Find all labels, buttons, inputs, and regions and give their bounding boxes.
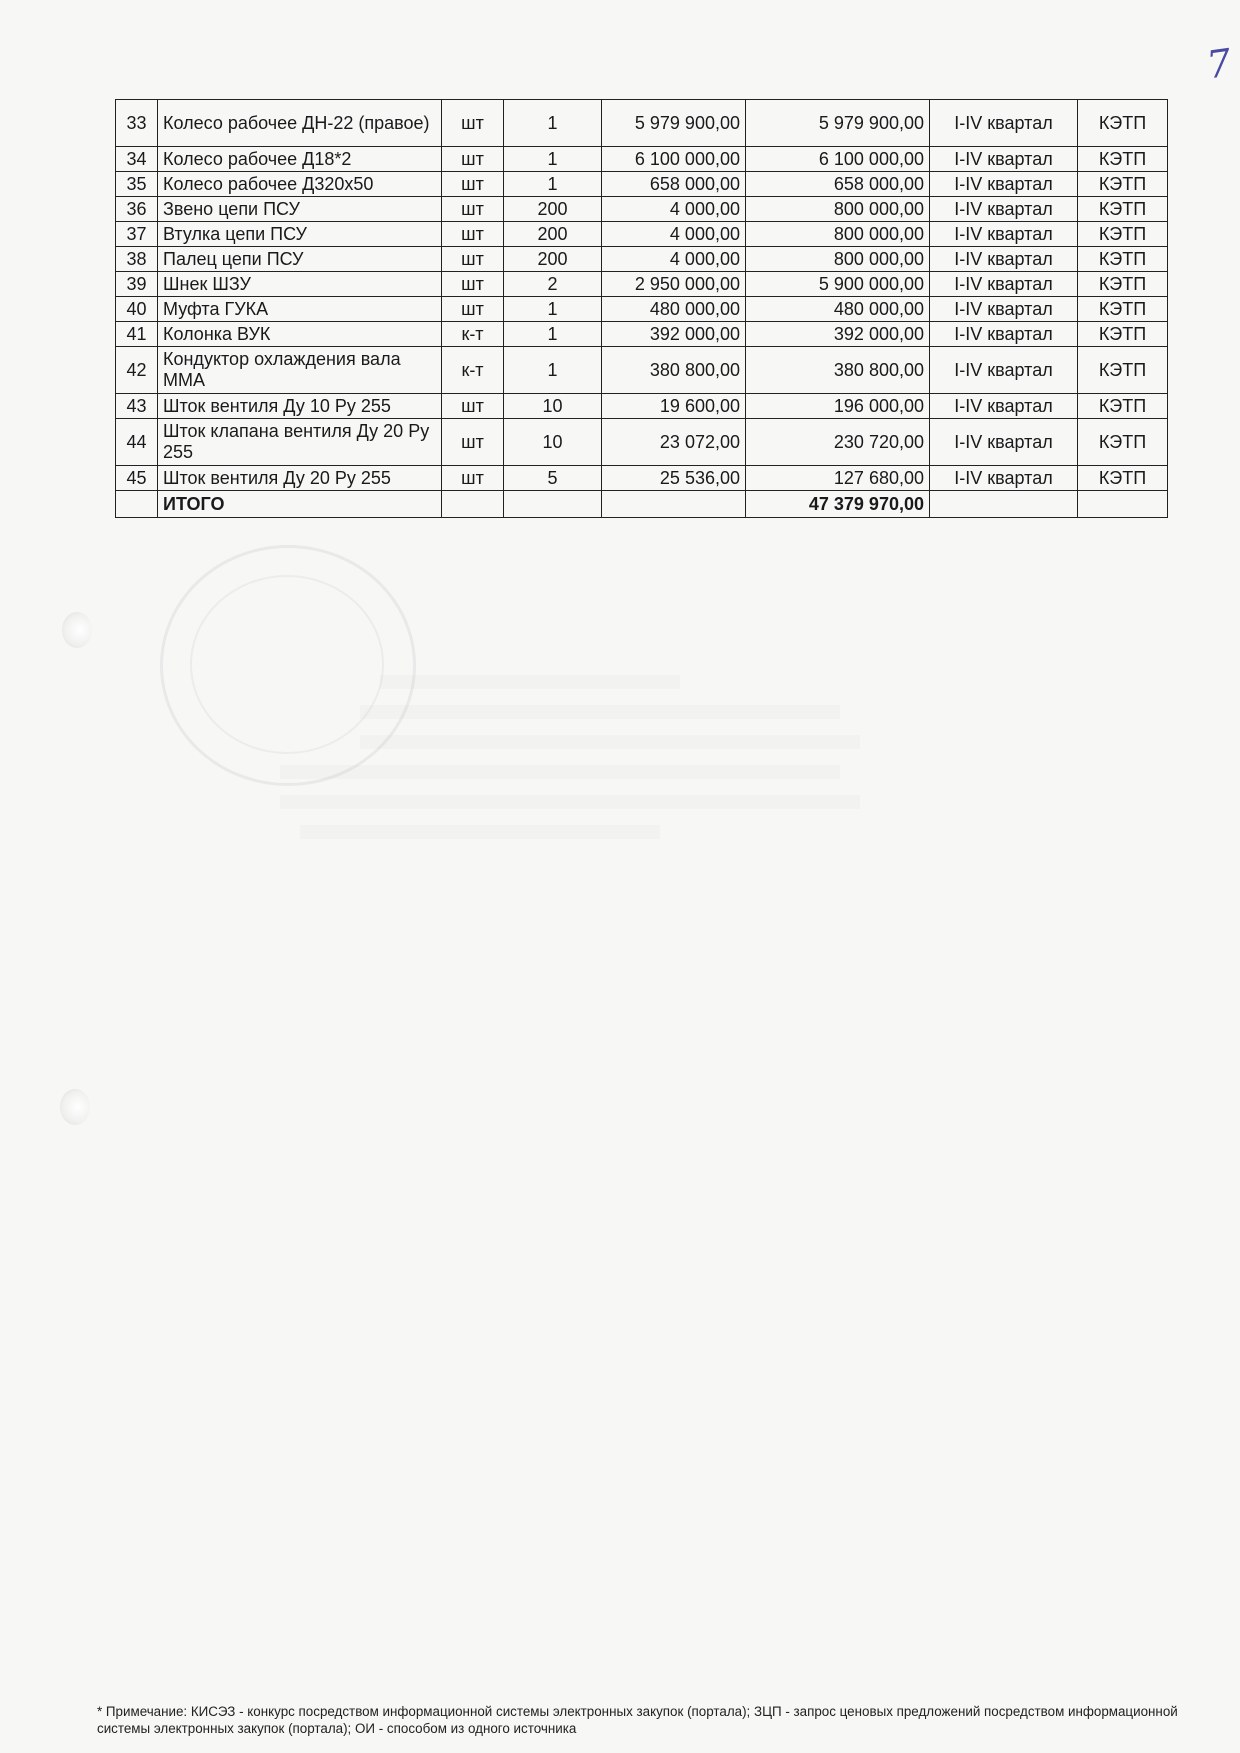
cell-quantity: 1 xyxy=(504,322,602,347)
total-row xyxy=(116,491,1168,518)
cell-procurement-method: КЭТП xyxy=(1078,347,1168,394)
cell-procurement-method: КЭТП xyxy=(1078,272,1168,297)
total-empty-method xyxy=(1078,491,1168,518)
cell-item-name: Звено цепи ПСУ xyxy=(158,197,442,222)
table-row xyxy=(116,466,1168,491)
cell-item-name: Шток вентиля Ду 20 Ру 255 xyxy=(158,466,442,491)
bleed-through-line xyxy=(280,765,840,779)
cell-unit-price: 2 950 000,00 xyxy=(602,272,746,297)
cell-unit-price: 4 000,00 xyxy=(602,197,746,222)
cell-procurement-method: КЭТП xyxy=(1078,222,1168,247)
cell-unit: шт xyxy=(442,147,504,172)
cell-item-name: Кондуктор охлаждения вала ММА xyxy=(158,347,442,394)
cell-delivery-period: I-IV квартал xyxy=(930,100,1078,147)
bleed-through-line xyxy=(360,735,860,749)
cell-quantity: 1 xyxy=(504,347,602,394)
total-empty-period xyxy=(930,491,1078,518)
cell-total-sum: 800 000,00 xyxy=(746,222,930,247)
cell-quantity: 200 xyxy=(504,222,602,247)
table-row xyxy=(116,100,1168,147)
cell-unit: шт xyxy=(442,172,504,197)
cell-delivery-period: I-IV квартал xyxy=(930,419,1078,466)
table-row xyxy=(116,197,1168,222)
cell-delivery-period: I-IV квартал xyxy=(930,297,1078,322)
cell-procurement-method: КЭТП xyxy=(1078,322,1168,347)
cell-row-number: 42 xyxy=(116,347,158,394)
cell-unit: шт xyxy=(442,419,504,466)
bleed-through-line xyxy=(300,825,660,839)
cell-quantity: 200 xyxy=(504,247,602,272)
cell-total-sum: 127 680,00 xyxy=(746,466,930,491)
cell-procurement-method: КЭТП xyxy=(1078,297,1168,322)
table-body xyxy=(116,100,1168,518)
cell-delivery-period: I-IV квартал xyxy=(930,197,1078,222)
table-row xyxy=(116,147,1168,172)
cell-unit: шт xyxy=(442,197,504,222)
handwritten-page-number: 7 xyxy=(1204,40,1235,88)
cell-unit-price: 380 800,00 xyxy=(602,347,746,394)
cell-item-name: Колесо рабочее Д320х50 xyxy=(158,172,442,197)
cell-total-sum: 230 720,00 xyxy=(746,419,930,466)
total-label: ИТОГО xyxy=(158,491,442,518)
cell-quantity: 1 xyxy=(504,297,602,322)
cell-unit: шт xyxy=(442,466,504,491)
cell-quantity: 200 xyxy=(504,197,602,222)
cell-delivery-period: I-IV квартал xyxy=(930,272,1078,297)
bleed-through-line xyxy=(380,675,680,689)
cell-item-name: Шток клапана вентиля Ду 20 Ру 255 xyxy=(158,419,442,466)
table-row xyxy=(116,394,1168,419)
punch-hole xyxy=(62,612,92,648)
table-row xyxy=(116,347,1168,394)
cell-total-sum: 480 000,00 xyxy=(746,297,930,322)
cell-delivery-period: I-IV квартал xyxy=(930,172,1078,197)
cell-total-sum: 392 000,00 xyxy=(746,322,930,347)
cell-delivery-period: I-IV квартал xyxy=(930,347,1078,394)
cell-procurement-method: КЭТП xyxy=(1078,147,1168,172)
cell-unit: шт xyxy=(442,297,504,322)
cell-row-number: 45 xyxy=(116,466,158,491)
punch-hole xyxy=(60,1089,90,1125)
cell-quantity: 1 xyxy=(504,172,602,197)
cell-quantity: 5 xyxy=(504,466,602,491)
cell-unit: шт xyxy=(442,247,504,272)
cell-quantity: 10 xyxy=(504,419,602,466)
cell-procurement-method: КЭТП xyxy=(1078,100,1168,147)
cell-total-sum: 5 979 900,00 xyxy=(746,100,930,147)
cell-row-number: 33 xyxy=(116,100,158,147)
total-empty-price xyxy=(602,491,746,518)
table-row xyxy=(116,222,1168,247)
cell-total-sum: 658 000,00 xyxy=(746,172,930,197)
cell-row-number: 39 xyxy=(116,272,158,297)
cell-procurement-method: КЭТП xyxy=(1078,419,1168,466)
cell-row-number: 34 xyxy=(116,147,158,172)
cell-row-number: 38 xyxy=(116,247,158,272)
cell-procurement-method: КЭТП xyxy=(1078,197,1168,222)
cell-item-name: Палец цепи ПСУ xyxy=(158,247,442,272)
table-row xyxy=(116,322,1168,347)
cell-row-number: 41 xyxy=(116,322,158,347)
cell-procurement-method: КЭТП xyxy=(1078,394,1168,419)
cell-quantity: 1 xyxy=(504,100,602,147)
cell-item-name: Колесо рабочее Д18*2 xyxy=(158,147,442,172)
cell-quantity: 10 xyxy=(504,394,602,419)
cell-total-sum: 6 100 000,00 xyxy=(746,147,930,172)
table-row xyxy=(116,297,1168,322)
cell-item-name: Колонка ВУК xyxy=(158,322,442,347)
cell-procurement-method: КЭТП xyxy=(1078,247,1168,272)
cell-item-name: Колесо рабочее ДН-22 (правое) xyxy=(158,100,442,147)
cell-unit-price: 25 536,00 xyxy=(602,466,746,491)
table-row xyxy=(116,172,1168,197)
cell-unit-price: 4 000,00 xyxy=(602,247,746,272)
cell-delivery-period: I-IV квартал xyxy=(930,466,1078,491)
cell-row-number: 36 xyxy=(116,197,158,222)
cell-delivery-period: I-IV квартал xyxy=(930,247,1078,272)
cell-row-number: 40 xyxy=(116,297,158,322)
cell-row-number: 37 xyxy=(116,222,158,247)
cell-total-sum: 380 800,00 xyxy=(746,347,930,394)
faded-seal-inner-ring xyxy=(190,575,384,754)
cell-unit-price: 480 000,00 xyxy=(602,297,746,322)
cell-total-sum: 800 000,00 xyxy=(746,247,930,272)
cell-unit-price: 19 600,00 xyxy=(602,394,746,419)
cell-unit: к-т xyxy=(442,347,504,394)
cell-procurement-method: КЭТП xyxy=(1078,466,1168,491)
cell-delivery-period: I-IV квартал xyxy=(930,147,1078,172)
procurement-items-table xyxy=(115,99,1168,518)
cell-quantity: 2 xyxy=(504,272,602,297)
bleed-through-line xyxy=(280,795,860,809)
total-value: 47 379 970,00 xyxy=(746,491,930,518)
cell-delivery-period: I-IV квартал xyxy=(930,322,1078,347)
bleed-through-line xyxy=(360,705,840,719)
cell-row-number: 44 xyxy=(116,419,158,466)
total-empty-num xyxy=(116,491,158,518)
cell-item-name: Шток вентиля Ду 10 Ру 255 xyxy=(158,394,442,419)
cell-unit: шт xyxy=(442,222,504,247)
cell-unit: шт xyxy=(442,272,504,297)
cell-item-name: Шнек ШЗУ xyxy=(158,272,442,297)
cell-unit-price: 6 100 000,00 xyxy=(602,147,746,172)
total-empty-qty xyxy=(504,491,602,518)
cell-unit: к-т xyxy=(442,322,504,347)
cell-row-number: 35 xyxy=(116,172,158,197)
cell-total-sum: 196 000,00 xyxy=(746,394,930,419)
cell-item-name: Муфта ГУКА xyxy=(158,297,442,322)
cell-item-name: Втулка цепи ПСУ xyxy=(158,222,442,247)
cell-unit-price: 4 000,00 xyxy=(602,222,746,247)
cell-row-number: 43 xyxy=(116,394,158,419)
cell-unit: шт xyxy=(442,100,504,147)
cell-unit-price: 23 072,00 xyxy=(602,419,746,466)
table-row xyxy=(116,247,1168,272)
footnote-note: * Примечание: КИСЭЗ - конкурс посредством информационной системы электронных закупок (портала); ЗЦП - запрос ценовых предложений посредством информационной системы электронных закупок (портала); ОИ - способом из одного источника xyxy=(97,1704,1178,1736)
cell-procurement-method: КЭТП xyxy=(1078,172,1168,197)
total-empty-unit xyxy=(442,491,504,518)
cell-unit-price: 392 000,00 xyxy=(602,322,746,347)
cell-unit: шт xyxy=(442,394,504,419)
cell-unit-price: 5 979 900,00 xyxy=(602,100,746,147)
cell-unit-price: 658 000,00 xyxy=(602,172,746,197)
table-row xyxy=(116,272,1168,297)
cell-delivery-period: I-IV квартал xyxy=(930,394,1078,419)
table-row xyxy=(116,419,1168,466)
cell-total-sum: 800 000,00 xyxy=(746,197,930,222)
cell-quantity: 1 xyxy=(504,147,602,172)
cell-total-sum: 5 900 000,00 xyxy=(746,272,930,297)
cell-delivery-period: I-IV квартал xyxy=(930,222,1078,247)
